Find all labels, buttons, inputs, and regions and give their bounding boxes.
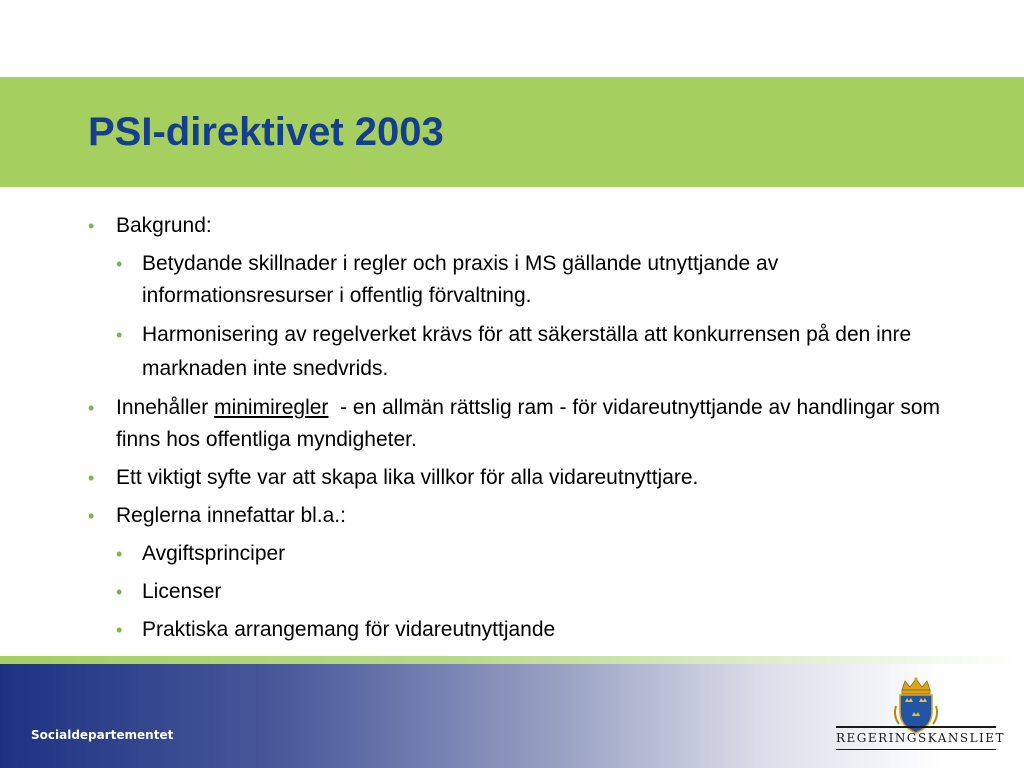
bullet-item [88, 462, 968, 494]
sub-bullet-item [88, 248, 968, 312]
bullet-marker: • [116, 544, 123, 564]
bullet-item [88, 500, 968, 532]
bullet-marker: • [88, 216, 95, 236]
bullet-text: Ett viktigt syfte var att skapa lika villkor för alla vidareutnyttjare. [116, 466, 699, 489]
sub-bullet-item [88, 318, 968, 386]
bullet-marker: • [88, 506, 95, 526]
bullet-marker: • [116, 325, 123, 345]
sub-bullet-text: Praktiska arrangemang för vidareutnyttjande [142, 618, 556, 641]
bullet-marker: • [116, 254, 123, 274]
logo-wordmark: REGERINGSKANSLIET [836, 726, 996, 750]
footer-stripe [0, 656, 1024, 664]
slide-title: PSI-direktivet 2003 [88, 110, 444, 154]
regeringskansliet-logo [836, 676, 1006, 756]
bullet-marker: • [116, 582, 123, 602]
department-name: Socialdepartementet [31, 728, 174, 742]
bullet-marker: • [88, 468, 95, 488]
sub-bullet-item [88, 614, 968, 646]
bullet-marker: • [88, 398, 95, 418]
sub-bullet-text: Harmonisering av regelverket krävs för att säkerställa att konkurrensen på den inre marknaden inte snedvrids. [142, 323, 912, 380]
sub-bullet-item [88, 538, 968, 570]
bullet-item [88, 392, 968, 456]
sub-bullet-text: Betydande skillnader i regler och praxis i MS gällande utnyttjande av informationsresurser i offentlig förvaltning. [142, 252, 779, 307]
bullet-text: Bakgrund: [116, 214, 212, 237]
bullet-list [88, 210, 968, 646]
bullet-marker: • [116, 620, 123, 640]
bullet-item [88, 210, 968, 242]
sub-bullet-text: Licenser [142, 580, 222, 603]
bullet-text-end: - en allmän rättslig ram - för vidareutnyttjande av handlingar som finns hos offentliga myndigheter. [116, 396, 946, 451]
underlined-term: minimiregler [214, 396, 329, 419]
sub-bullet-item [88, 576, 968, 608]
sub-bullet-text: Avgiftsprinciper [142, 542, 286, 565]
bullet-text-start: Innehåller [116, 396, 215, 419]
bullet-text: Reglerna innefattar bl.a.: [116, 504, 346, 527]
